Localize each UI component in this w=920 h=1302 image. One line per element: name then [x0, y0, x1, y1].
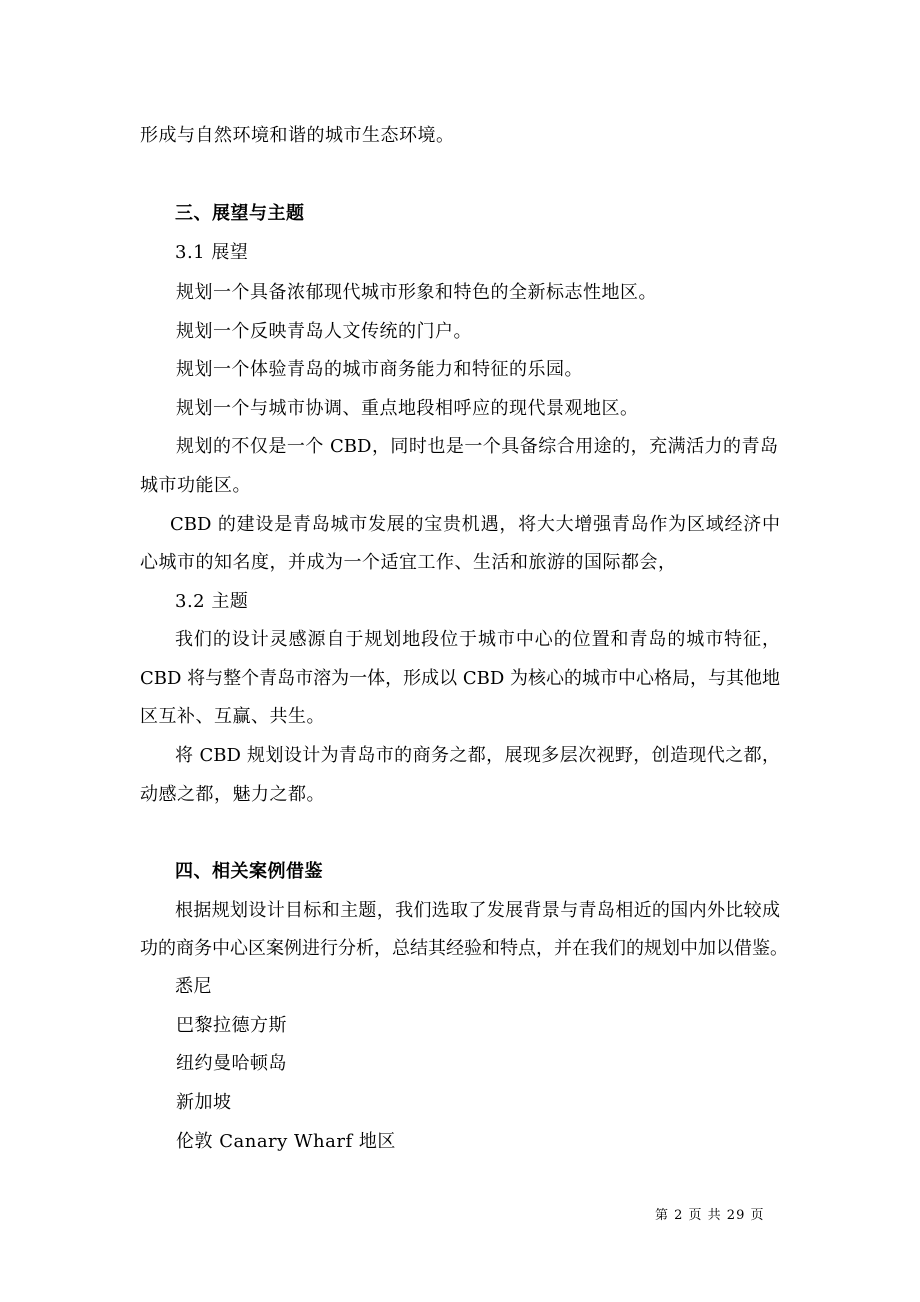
paragraph-line: 形成与自然环境和谐的城市生态环境。: [140, 125, 455, 146]
paragraph-line: 心城市的知名度，并成为一个适宜工作、生活和旅游的国际都会，: [140, 552, 677, 573]
paragraph-line: 将 CBD 规划设计为青岛市的商务之都，展现多层次视野，创造现代之都，: [175, 745, 780, 766]
subsection-title: 3.2 主题: [175, 591, 249, 612]
paragraph-line: 我们的设计灵感源自于规划地段位于城市中心的位置和青岛的城市特征，: [175, 629, 780, 650]
paragraph-line: 动感之都，魅力之都。: [140, 784, 325, 805]
case-item: 纽约曼哈顿岛: [176, 1053, 287, 1074]
list-item: 规划一个反映青岛人文传统的门户。: [176, 321, 472, 342]
paragraph-line: 区互补、互赢、共生。: [140, 706, 325, 727]
case-item: 伦敦 Canary Wharf 地区: [176, 1131, 396, 1152]
case-item: 新加坡: [176, 1092, 232, 1113]
case-item: 巴黎拉德方斯: [176, 1015, 287, 1036]
case-item: 悉尼: [175, 976, 212, 997]
paragraph-line: 城市功能区。: [140, 475, 251, 496]
subsection-title: 3.1 展望: [175, 242, 249, 263]
paragraph-line: 根据规划设计目标和主题，我们选取了发展背景与青岛相近的国内外比较成: [175, 900, 780, 921]
list-item: 规划一个具备浓郁现代城市形象和特色的全新标志性地区。: [176, 282, 657, 303]
list-item: 规划一个与城市协调、重点地段相呼应的现代景观地区。: [176, 398, 639, 419]
paragraph-line: 规划的不仅是一个 CBD，同时也是一个具备综合用途的，充满活力的青岛: [176, 436, 778, 457]
paragraph-line: CBD 的建设是青岛城市发展的宝贵机遇，将大大增强青岛作为区域经济中: [170, 514, 780, 535]
paragraph-line: CBD 将与整个青岛市溶为一体，形成以 CBD 为核心的城市中心格局，与其他地: [140, 668, 781, 689]
page-number: 第 2 页 共 29 页: [655, 1208, 765, 1223]
paragraph-line: 功的商务中心区案例进行分析，总结其经验和特点，并在我们的规划中加以借鉴。: [140, 938, 788, 959]
section-heading: 四、相关案例借鉴: [175, 861, 323, 882]
list-item: 规划一个体验青岛的城市商务能力和特征的乐园。: [176, 359, 583, 380]
section-heading: 三、展望与主题: [175, 203, 305, 224]
